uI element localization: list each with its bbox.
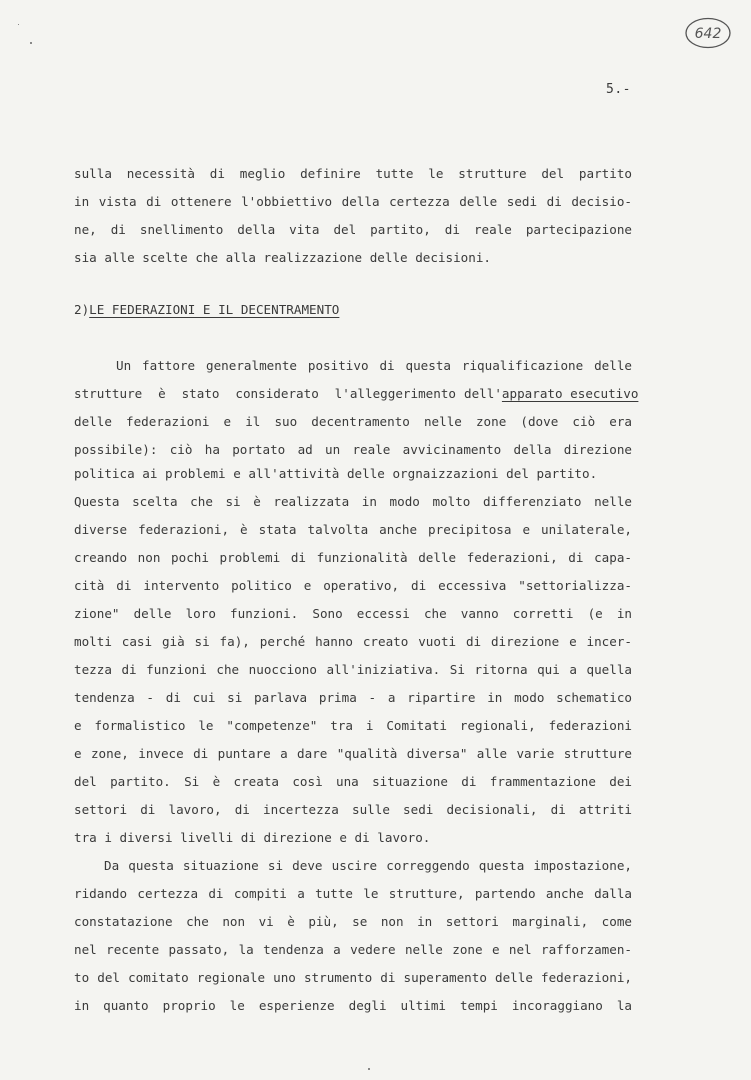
paragraph2-line xyxy=(74,386,639,402)
paragraph1-line: ne, di snellimento della vita del partito, di reale partecipazione xyxy=(74,222,632,237)
paragraph1-line: sia alle scelte che alla realizzazione delle decisioni. xyxy=(74,250,492,265)
section-heading-title: LE FEDERAZIONI E IL DECENTRAMENTO xyxy=(89,302,340,317)
paragraph2-line: diverse federazioni, è stata talvolta anche precipitosa e unilaterale, xyxy=(74,522,632,537)
underlined-phrase: apparato esecutivo xyxy=(501,386,639,401)
scan-speck xyxy=(18,24,19,25)
paragraph2-line: tra i diversi livelli di direzione e di lavoro. xyxy=(74,830,431,845)
section-heading-number: 2) xyxy=(74,302,90,317)
paragraph2-line: politica ai problemi e all'attività delle orgnaizzazioni del partito. xyxy=(74,466,598,481)
paragraph2-line: Un fattore generalmente positivo di questa riqualificazione delle xyxy=(116,358,632,373)
paragraph3-line: to del comitato regionale uno strumento di superamento delle federazioni, xyxy=(74,970,632,985)
paragraph2-line: Questa scelta che si è realizzata in modo molto differenziato nelle xyxy=(74,494,632,509)
circled-stamp-icon xyxy=(683,16,733,50)
page-number: 5.- xyxy=(606,82,631,97)
paragraph2-line: del partito. Si è creata così una situazione di frammentazione dei xyxy=(74,774,632,789)
paragraph2-line: molti casi già si fa), perché hanno creato vuoti di direzione e incer- xyxy=(74,634,632,649)
archive-stamp xyxy=(683,16,733,50)
paragraph3-line: in quanto proprio le esperienze degli ultimi tempi incoraggiano la xyxy=(74,998,632,1013)
paragraph3-line: constatazione che non vi è più, se non in settori marginali, come xyxy=(74,914,632,929)
paragraph2-line-prefix: dell' xyxy=(464,386,502,401)
paragraph2-line: possibile): ciò ha portato ad un reale avvicinamento della direzione xyxy=(74,442,632,457)
paragraph3-line: ridando certezza di compiti a tutte le strutture, partendo anche dalla xyxy=(74,886,632,901)
paragraph1-line: sulla necessità di meglio definire tutte le strutture del partito xyxy=(74,166,632,181)
archive-stamp-text: 642 xyxy=(694,26,722,42)
paragraph2-line: tezza di funzioni che nuocciono all'iniziativa. Si ritorna qui a quella xyxy=(74,662,632,677)
paragraph1-line: in vista di ottenere l'obbiettivo della certezza delle sedi di decisio- xyxy=(74,194,632,209)
paragraph2-line: settori di lavoro, di incertezza sulle sedi decisionali, di attriti xyxy=(74,802,632,817)
paragraph2-line: e zone, invece di puntare a dare "qualità diversa" alle varie strutture xyxy=(74,746,632,761)
scan-speck xyxy=(30,42,32,44)
section-heading xyxy=(74,302,339,317)
scan-speck xyxy=(368,1068,370,1070)
paragraph2-line: delle federazioni e il suo decentramento nelle zone (dove ciò era xyxy=(74,414,632,429)
paragraph2-line: zione" delle loro funzioni. Sono eccessi che vanno corretti (e in xyxy=(74,606,632,621)
paragraph3-line: nel recente passato, la tendenza a vedere nelle zone e nel rafforzamen- xyxy=(74,942,632,957)
paragraph3-line: Da questa situazione si deve uscire correggendo questa impostazione, xyxy=(104,858,632,873)
paragraph2-line: tendenza - di cui si parlava prima - a ripartire in modo schematico xyxy=(74,690,632,705)
paragraph2-line: e formalistico le "competenze" tra i Comitati regionali, federazioni xyxy=(74,718,632,733)
paragraph2-line-start: strutture è stato considerato l'alleggerimento xyxy=(74,386,456,401)
paragraph2-line: creando non pochi problemi di funzionalità delle federazioni, di capa- xyxy=(74,550,632,565)
paragraph2-line: cità di intervento politico e operativo, di eccessiva "settorializza- xyxy=(74,578,632,593)
